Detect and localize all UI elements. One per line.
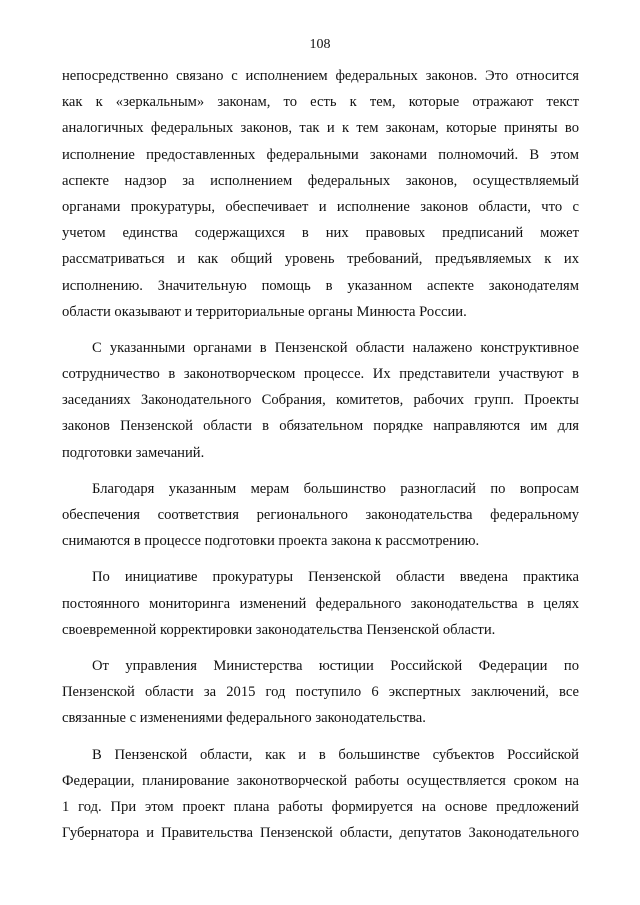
paragraph [62, 564, 579, 643]
document-body [62, 63, 579, 856]
text-line: области оказывают и территориальные органы Минюста России. [62, 303, 467, 320]
text-line: учетом единства содержащихся в них правовых предписаний может [62, 225, 579, 242]
text-line: Благодаря указанным мерам большинство разногласий по вопросам [92, 480, 579, 497]
text-line: В Пензенской области, как и в большинстве субъектов Российской [92, 746, 579, 763]
text-line: исполнение предоставленных федеральными законами полномочий. В этом [62, 146, 579, 163]
paragraph [62, 476, 579, 555]
text-line: По инициативе прокуратуры Пензенской области введена практика [92, 569, 579, 586]
text-line: своевременной корректировки законодательства Пензенской области. [62, 621, 496, 638]
page-number: 108 [309, 37, 331, 52]
text-line: С указанными органами в Пензенской области налажено конструктивное [92, 339, 579, 356]
text-line: рассматриваться и как общий уровень требований, предъявляемых к их [62, 251, 579, 268]
text-line: как к «зеркальным» законам, то есть к тем, которые отражают текст [62, 94, 579, 111]
paragraph [62, 653, 579, 732]
text-line: От управления Министерства юстиции Российской Федерации по [92, 657, 579, 674]
text-line: постоянного мониторинга изменений федерального законодательства в целях [62, 595, 579, 612]
text-line: Губернатора и Правительства Пензенской области, депутатов Законодательного [62, 825, 579, 842]
paragraph [62, 742, 579, 847]
text-line: Пензенской области за 2015 год поступило 6 экспертных заключений, все [62, 684, 579, 701]
text-line: обеспечения соответствия регионального законодательства федеральному [62, 507, 579, 523]
text-line: аналогичных федеральных законов, так и к тем законам, которые приняты во [62, 120, 579, 137]
text-line: сотрудничество в законотворческом процессе. Их представители участвуют в [62, 366, 579, 383]
text-line: Федерации, планирование законотворческой работы осуществляется сроком на [62, 772, 579, 789]
text-line: снимаются в процессе подготовки проекта закона к рассмотрению. [62, 533, 480, 550]
paragraph [62, 335, 579, 466]
text-line: подготовки замечаний. [62, 444, 205, 461]
text-line: 1 год. При этом проект плана работы формируется на основе предложений [62, 798, 579, 815]
text-line: заседаниях Законодательного Собрания, комитетов, рабочих групп. Проекты [62, 392, 579, 409]
text-line: законов Пензенской области в обязательном порядке направляются им для [62, 418, 579, 435]
paragraph [62, 63, 579, 325]
text-line: непосредственно связано с исполнением федеральных законов. Это относится [62, 68, 579, 84]
text-line: аспекте надзор за исполнением федеральных законов, осуществляемый [62, 172, 579, 189]
text-line: связанные с изменениями федерального законодательства. [62, 710, 426, 727]
text-line: исполнению. Значительную помощь в указанном аспекте законодателям [62, 277, 579, 294]
text-line: органами прокуратуры, обеспечивает и исполнение законов области, что с [62, 198, 579, 215]
